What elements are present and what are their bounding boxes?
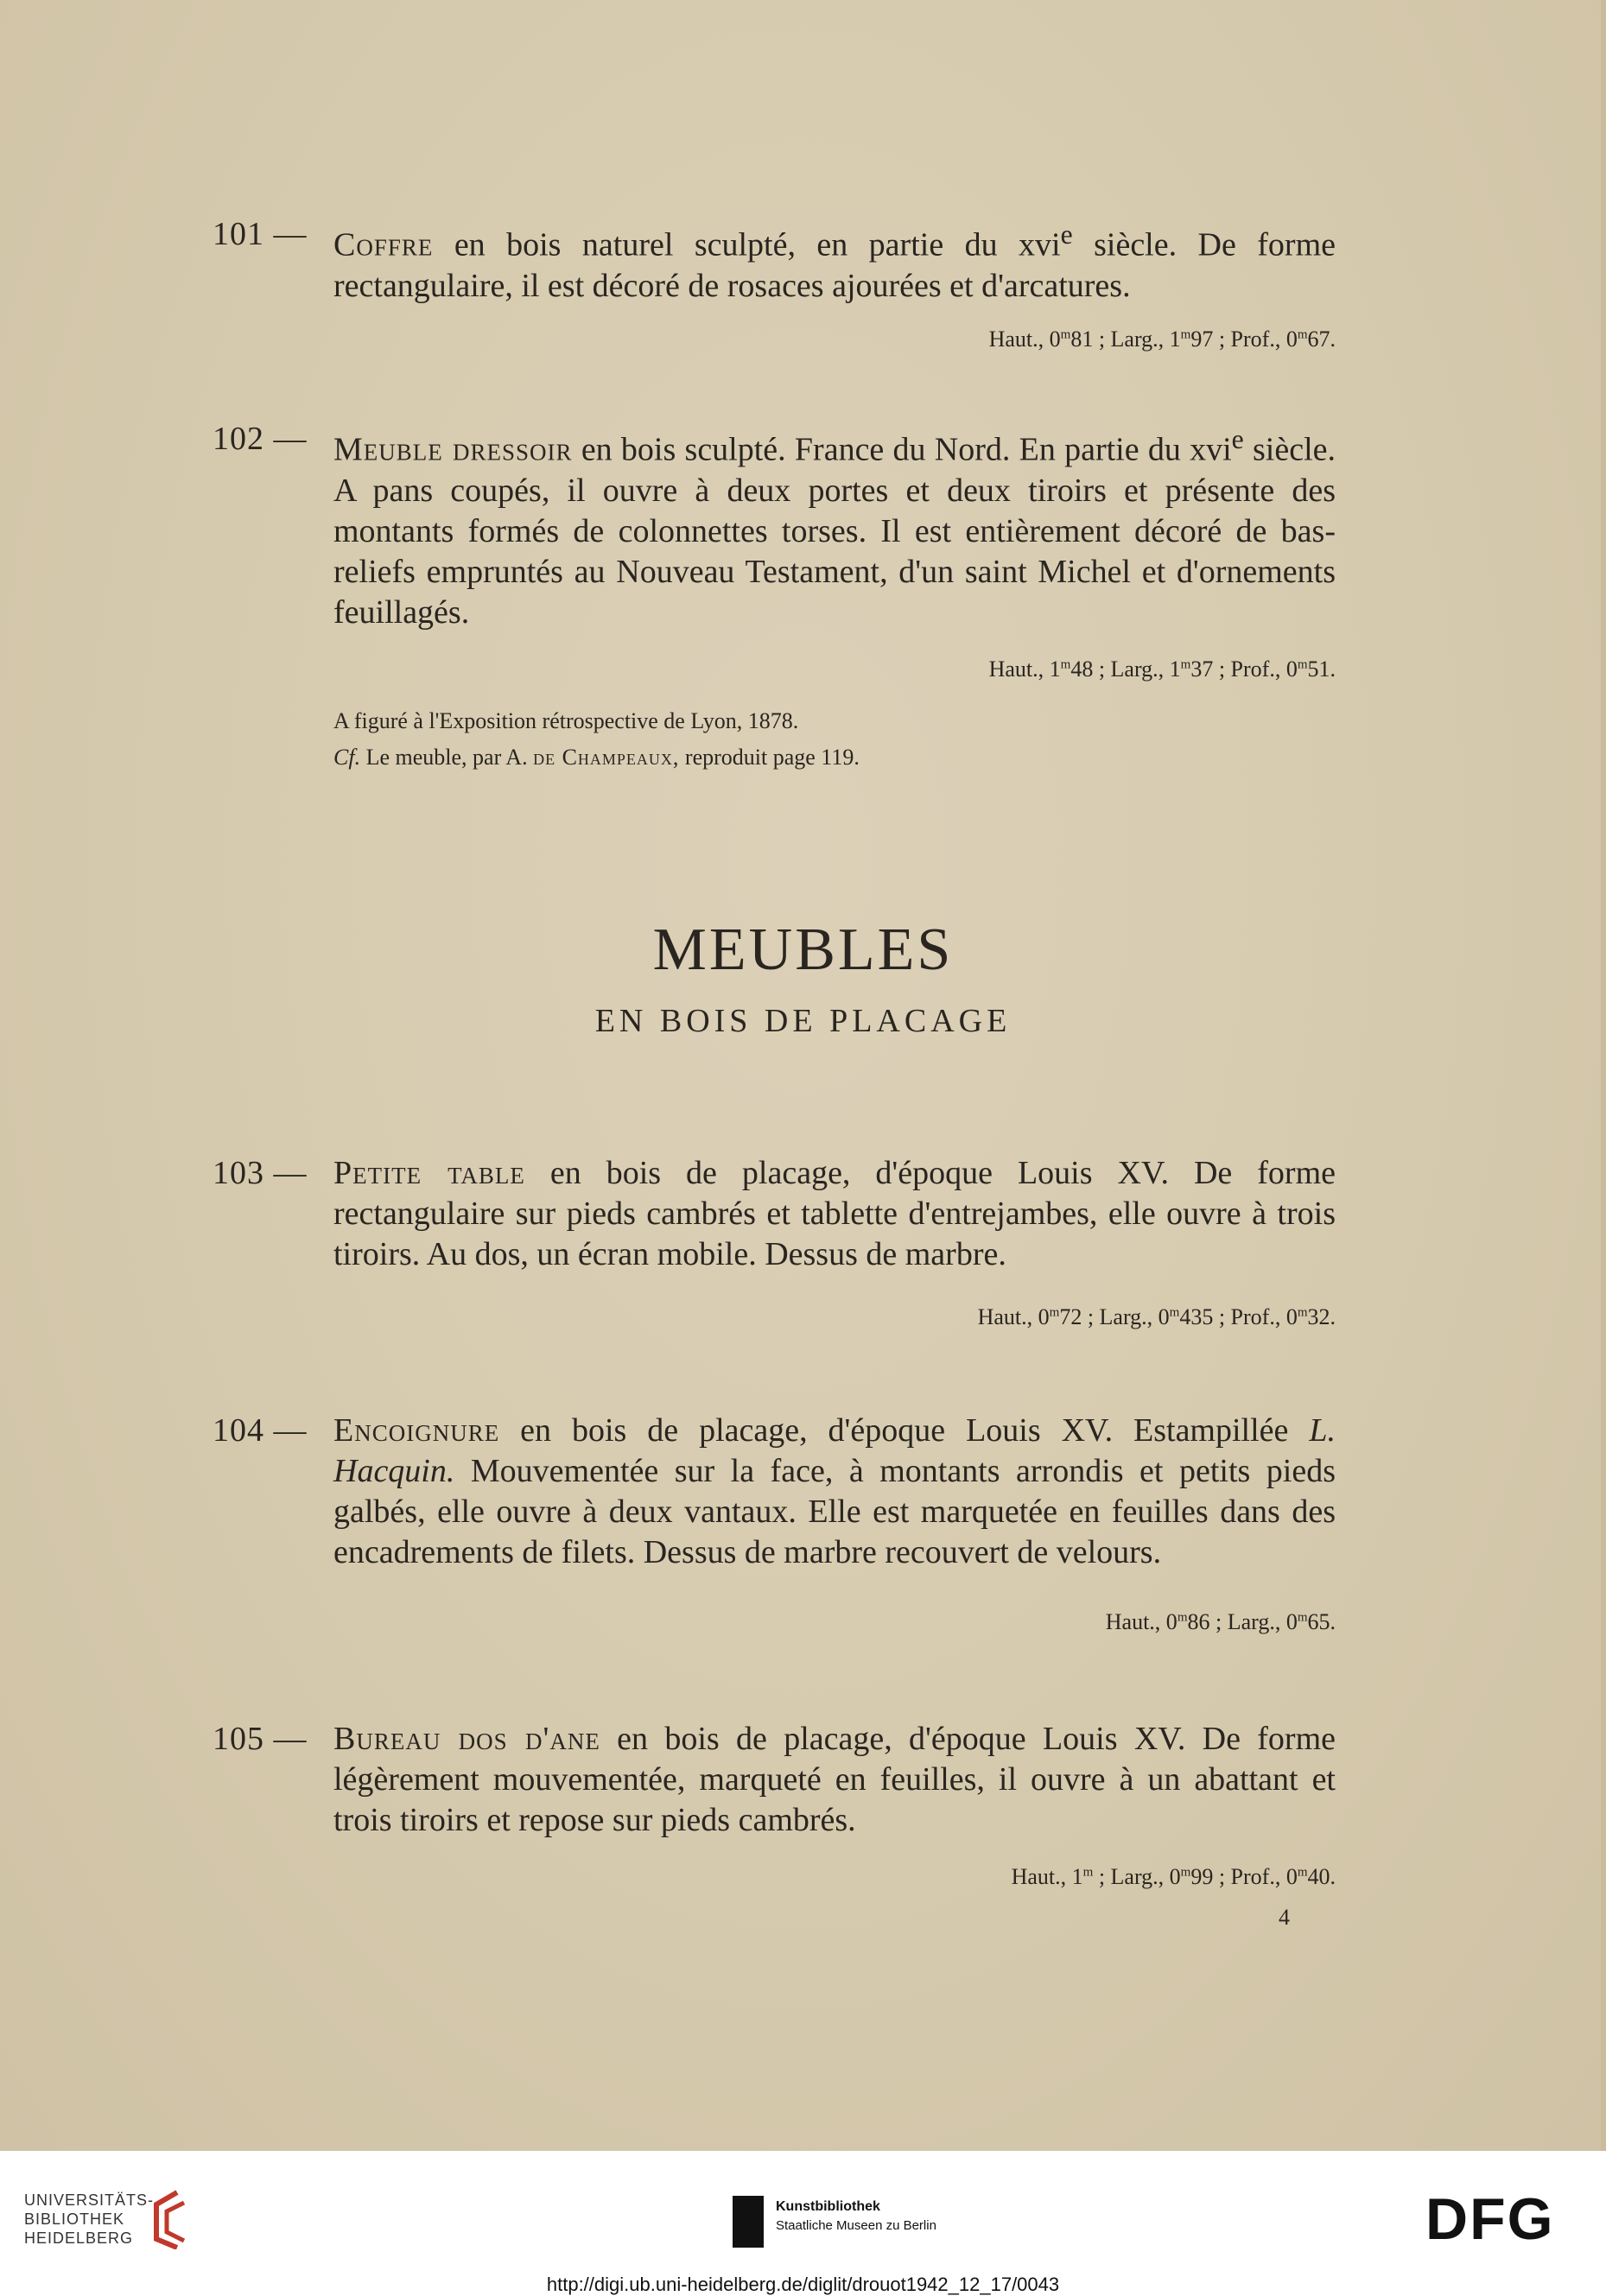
entry-description (333, 419, 1336, 633)
entry-text: en bois sculpté. France du Nord. En partie du xvi (572, 431, 1232, 468)
cf-abbrev: Cf. (333, 745, 361, 770)
kunstbibliothek-logo-icon (733, 2196, 764, 2248)
dfg-logo: DFG (1425, 2186, 1555, 2252)
entry-text: en bois de placage, d'époque Louis XV. De forme légèrement mouvementée, marqueté en feuilles, il ouvre à un abattant et trois tiroirs et repose sur pieds cambrés. (333, 1721, 1336, 1838)
entry-dimensions: Haut., 0$^m$81 ; Larg., 1$^m$97 ; Prof., 0$^m$67. (988, 327, 1336, 352)
entry-number: 103 — (213, 1155, 308, 1191)
entry-number: 104 — (213, 1412, 308, 1449)
maker-name: L. Hacquin. (333, 1412, 1336, 1489)
entry-lead: Bureau dos d'ane (333, 1721, 600, 1757)
entry-description (333, 1153, 1336, 1275)
superscript: e (1231, 424, 1244, 454)
entry-number: 105 — (213, 1721, 308, 1757)
section-subtitle: EN BOIS DE PLACAGE (594, 1003, 1012, 1039)
kb-title: Kunstbibliothek (776, 2199, 880, 2214)
entry-note: A figuré à l'Exposition rétrospective de Lyon, 1878. (333, 708, 799, 733)
footer-bar (0, 2151, 1606, 2295)
source-url[interactable]: http://digi.ub.uni-heidelberg.de/diglit/drouot1942_12_17/0043 (546, 2274, 1060, 2295)
entry-reference (333, 740, 860, 775)
entry-description (333, 214, 1336, 307)
entry-text-cont: Mouvementée sur la face, à montants arrondis et petits pieds galbés, elle ouvre à deux vantaux. Elle est marquetée en feuilles dans des encadrements de filets. Dessus de marbre recouvert de velours. (333, 1453, 1336, 1570)
author-name: de Champeaux, (533, 745, 680, 770)
entry-lead: Coffre (333, 226, 434, 263)
entry-text: en bois de placage, d'époque Louis XV. De forme rectangulaire sur pieds cambrés et tablette d'entrejambes, elle ouvre à trois tiroirs. Au dos, un écran mobile. Dessus de marbre. (333, 1155, 1336, 1272)
entry-dimensions: Haut., 0$^m$72 ; Larg., 0$^m$435 ; Prof., 0$^m$32. (977, 1304, 1336, 1329)
superscript: e (1060, 219, 1073, 250)
entry-dimensions: Haut., 0$^m$86 ; Larg., 0$^m$65. (1105, 1609, 1336, 1634)
uni-line: HEIDELBERG (24, 2229, 134, 2247)
entry-dimensions: Haut., 1$^m$48 ; Larg., 1$^m$37 ; Prof., 0$^m$51. (988, 656, 1336, 682)
kunstbibliothek-label (776, 2199, 936, 2233)
section-title: MEUBLES (652, 916, 954, 983)
entry-lead: Petite table (333, 1155, 525, 1191)
note-text: Le meuble, par A. (360, 745, 534, 770)
entry-number: 102 — (213, 421, 308, 457)
note-text-cont: reproduit page 119. (679, 745, 860, 770)
entry-dimensions: Haut., 1$^m$ ; Larg., 0$^m$99 ; Prof., 0$^m$40. (1011, 1864, 1336, 1889)
entry-description (333, 1411, 1336, 1573)
university-logo-icon (143, 2187, 191, 2249)
entry-text: en bois naturel sculpté, en partie du xvi (433, 226, 1061, 263)
uni-line: UNIVERSITÄTS- (24, 2191, 155, 2209)
entry-lead: Meuble dressoir (333, 431, 573, 468)
kb-subtitle: Staatliche Museen zu Berlin (776, 2218, 936, 2233)
university-library-label (24, 2191, 154, 2248)
entry-number: 101 — (213, 216, 308, 252)
entry-description (333, 1719, 1336, 1841)
page-number: 4 (1279, 1905, 1290, 1930)
entry-text-cont: siècle. De forme rectangulaire, il est décoré de rosaces ajourées et d'arcatures. (333, 226, 1336, 304)
uni-line: BIBLIOTHEK (24, 2210, 125, 2228)
entry-text: en bois de placage, d'époque Louis XV. Estampillée (499, 1412, 1310, 1449)
entry-text-cont: siècle. A pans coupés, il ouvre à deux portes et deux tiroirs et présente des montants formés de colonnettes torses. Il est entièrement décoré de bas-reliefs empruntés au Nouveau Testament, d'un saint Michel et d'ornements feuillagés. (333, 431, 1336, 631)
entry-lead: Encoignure (333, 1412, 500, 1449)
